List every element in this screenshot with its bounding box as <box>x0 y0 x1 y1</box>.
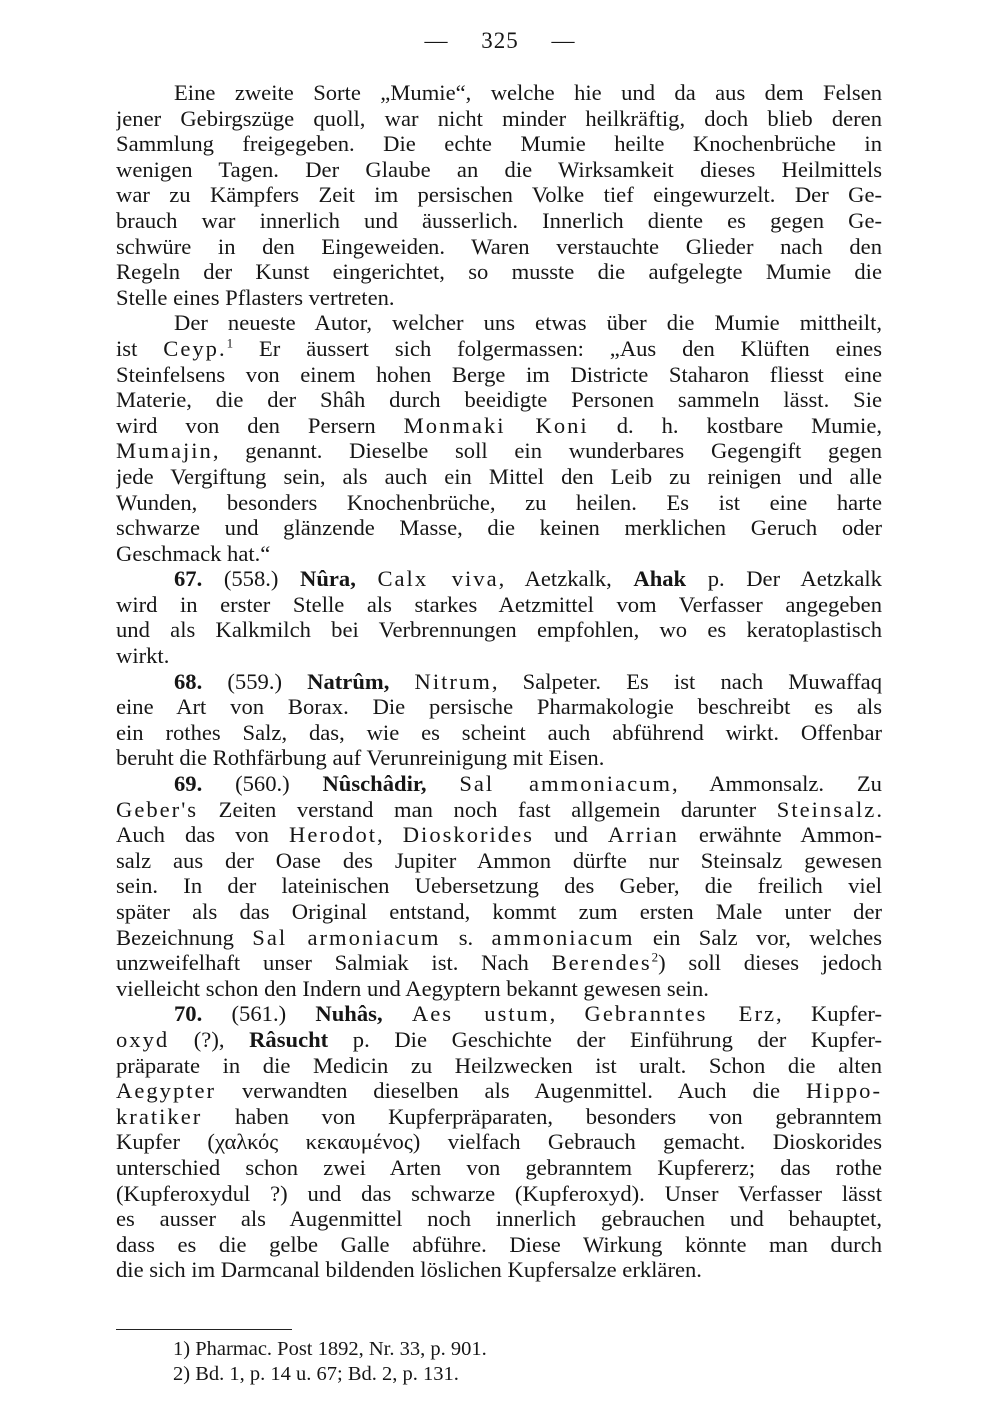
text-line: Regeln der Kunst eingerichtet, so musste die aufgelegte Mumie die <box>116 259 882 285</box>
bold-term: Nuhâs, <box>315 1001 383 1027</box>
text-line: war zu Kämpfers Zeit im persischen Volke tief eingewurzelt. Der Ge- <box>116 182 882 208</box>
footnotes <box>173 1337 673 1387</box>
text-line: dass es die gelbe Galle abführe. Diese Wirkung könnte man durch <box>116 1231 882 1257</box>
footnote: 1) Pharmac. Post 1892, Nr. 33, p. 901. <box>173 1338 487 1360</box>
text-segment: haben von Kupferpräparaten, besonders von gebranntem <box>202 1103 882 1129</box>
text-line: wird in erster Stelle als starkes Aetzmittel vom Verfasser angegeben <box>116 591 882 617</box>
text-line <box>116 566 882 592</box>
text-segment: p. Der Aetzkalk <box>686 566 882 592</box>
spaced-term: Dioskorides <box>402 822 534 848</box>
spaced-term: Ceyp. <box>163 335 227 361</box>
text-segment: unzweifelhaft unser Salmiak ist. Nach <box>116 950 552 976</box>
spaced-term: Monmaki Koni <box>403 412 589 438</box>
text-line: Wunden, besonders Knochenbrüche, zu heilen. Es ist eine harte <box>116 489 882 515</box>
bold-term: Râsucht <box>249 1026 329 1052</box>
text-line: später als das Original entstand, kommt zum ersten Male unter der <box>116 899 882 924</box>
text-line: wirkt. <box>116 643 170 669</box>
text-line: Stelle eines Pflasters vertreten. <box>116 284 395 310</box>
text-line: die sich im Darmcanal bildenden löslichen Kupfersalze erklären. <box>116 1257 702 1283</box>
text-line: es ausser als Augenmittel noch innerlich gebrauchen und behauptet, <box>116 1206 882 1232</box>
bold-term: 70. <box>174 1001 203 1027</box>
bold-term: 67. <box>174 566 203 592</box>
text-segment: (561.) <box>202 1001 316 1027</box>
text-line: Sammlung freigegeben. Die echte Mumie heilte Knochenbrüche in <box>116 131 882 157</box>
page-number: 325 <box>481 28 519 53</box>
text-line <box>116 669 882 695</box>
text-line <box>116 925 882 951</box>
spaced-term: Calx viva <box>377 566 499 592</box>
bold-term: Nûra, <box>300 566 356 592</box>
text-line: (Kupferoxydul ?) und das schwarze (Kupferoxyd). Unser Verfasser lässt <box>116 1180 882 1206</box>
text-line: Geschmack hat.“ <box>116 540 271 566</box>
text-line: brauch war innerlich und äusserlich. Innerlich diente es gegen Ge- <box>116 207 882 233</box>
text-segment: (?), <box>169 1026 250 1052</box>
text-line: und als Kalkmilch bei Verbrennungen empfohlen, wo es keratoplastisch <box>116 617 882 643</box>
text-line <box>116 1104 882 1130</box>
bold-term: Natrûm, <box>307 668 390 694</box>
text-segment: Bezeichnung <box>116 924 253 950</box>
spaced-term: Sal ammoniacum <box>459 771 672 797</box>
text-line <box>116 771 882 797</box>
text-line: ein rothes Salz, das, wie es scheint auch abführend wirkt. Offenbar <box>116 719 882 745</box>
text-segment: Zeiten verstand man noch fast allgemein darunter <box>198 796 777 822</box>
text-segment: (560.) <box>202 771 323 797</box>
text-segment: s. <box>440 924 492 950</box>
text-line: sein. In der lateinischen Uebersetzung des Geber, die freilich viel <box>116 873 882 899</box>
text-segment: Er äussert sich folgermassen: „Aus den Klüften eines <box>233 335 882 361</box>
spaced-term: Berendes <box>551 950 652 976</box>
text-line: Steinfelsens von einem hohen Berge im Districte Staharon fliesst eine <box>116 361 882 387</box>
spaced-term: Geber's <box>116 796 199 822</box>
text-line: jede Vergiftung sein, als auch ein Mittel den Leib zu reinigen und alle <box>116 463 882 489</box>
text-segment: d. h. kostbare Mumie, <box>588 412 882 438</box>
text-segment <box>383 1001 412 1026</box>
text-segment: (558.) <box>202 566 300 592</box>
footnote-marker: 2 <box>651 950 659 965</box>
text-line <box>116 822 882 848</box>
text-line: eine Art von Borax. Die persische Pharmakologie beschreibt es als <box>116 694 882 720</box>
spaced-term: Aes ustum <box>411 1001 550 1027</box>
bold-term: 69. <box>174 771 203 797</box>
text-line: beruht die Rothfärbung auf Verunreinigung mit Eisen. <box>116 745 605 771</box>
spaced-term: kratiker <box>116 1103 203 1129</box>
text-segment: , <box>549 1001 585 1027</box>
bold-term: Ahak <box>633 566 687 592</box>
text-segment: , Aetzkalk, <box>498 566 634 592</box>
spaced-term: Arrian <box>607 822 679 848</box>
text-line: schwarze und glänzende Masse, die keinen merklichen Geruch oder <box>116 515 882 541</box>
text-line: vielleicht schon den Indern und Aegyptern bekannt gewesen sein. <box>116 975 709 1001</box>
text-line <box>116 797 882 823</box>
spaced-term: Aegypter <box>116 1078 217 1104</box>
text-line: präparate in die Medicin zu Heilzwecken ist uralt. Schon die alten <box>116 1052 882 1078</box>
text-line: Kupfer (χαλκός κεκαυμένος) vielfach Gebrauch gemacht. Dioskorides <box>116 1129 882 1155</box>
spaced-term: Gebranntes Erz <box>584 1001 777 1027</box>
text-segment <box>356 566 378 591</box>
text-segment: ) soll dieses jedoch <box>658 950 882 976</box>
footnote-rule <box>116 1329 292 1330</box>
text-segment: (559.) <box>202 668 308 694</box>
text-line <box>116 1027 882 1053</box>
text-segment <box>389 669 414 694</box>
header-dash-left: — <box>424 28 449 53</box>
text-segment: , genannt. Dieselbe soll ein wunderbares Gegengift gegen <box>212 438 882 464</box>
spaced-term: Sal armoniacum <box>252 924 441 950</box>
text-line <box>116 950 882 976</box>
spaced-term: oxyd <box>116 1026 170 1052</box>
text-line <box>116 438 882 464</box>
body-text <box>116 80 882 1283</box>
text-segment: , Ammonsalz. Zu <box>672 771 882 797</box>
spaced-term: Hippo- <box>805 1078 882 1104</box>
text-segment: erwähnte Ammon- <box>678 822 882 848</box>
text-line: Eine zweite Sorte „Mumie“, welche hie und da aus dem Felsen <box>174 80 882 105</box>
spaced-term: ammoniacum <box>491 924 635 950</box>
text-segment: wird von den Persern <box>116 412 404 438</box>
text-line <box>116 336 882 362</box>
spaced-term: Steinsalz <box>776 796 877 822</box>
footnote-marker: 1 <box>226 335 234 351</box>
text-line: Materie, die der Shâh durch beeidigte Personen sammeln lässt. Sie <box>116 387 882 413</box>
text-segment: . <box>876 796 882 822</box>
text-segment: und <box>533 822 608 848</box>
text-line: jener Gebirgszüge quoll, war nicht minder heilkräftig, doch blieb deren <box>116 105 882 131</box>
text-segment <box>427 771 460 796</box>
header-dash-right: — <box>551 28 576 53</box>
text-line <box>116 1078 882 1104</box>
text-segment: , <box>377 822 403 848</box>
text-line: wenigen Tagen. Der Glaube an die Wirksamkeit dieses Heilmittels <box>116 156 882 182</box>
text-segment: ist <box>116 335 164 361</box>
text-segment: p. Die Geschichte der Einführung der Kupfer- <box>328 1026 882 1052</box>
footnote: 2) Bd. 1, p. 14 u. 67; Bd. 2, p. 131. <box>173 1363 459 1385</box>
spaced-term: Mumajin <box>116 438 213 464</box>
text-line <box>116 1001 882 1027</box>
spaced-term: Nitrum <box>414 668 492 694</box>
spaced-term: Herodot <box>289 822 378 848</box>
text-segment: ein Salz vor, welches <box>634 924 882 950</box>
text-segment: , Kupfer- <box>776 1001 882 1027</box>
text-line: Der neueste Autor, welcher uns etwas über die Mumie mittheilt, <box>174 310 882 336</box>
bold-term: 68. <box>174 668 203 694</box>
bold-term: Nûschâdir, <box>322 771 427 797</box>
text-line: salz aus der Oase des Jupiter Ammon dürfte nur Steinsalz gewesen <box>116 847 882 873</box>
text-line: schwüre in den Eingeweiden. Waren verstauchte Glieder nach den <box>116 233 882 259</box>
text-segment: Auch das von <box>116 822 289 848</box>
text-segment: , Salpeter. Es ist nach Muwaffaq <box>491 668 882 694</box>
text-segment: verwandten dieselben als Augenmittel. Auch die <box>216 1078 806 1104</box>
text-line <box>116 413 882 439</box>
page-header <box>0 28 1000 54</box>
text-line: unterschied schon zwei Arten von gebranntem Kupfererz; das rothe <box>116 1154 882 1180</box>
